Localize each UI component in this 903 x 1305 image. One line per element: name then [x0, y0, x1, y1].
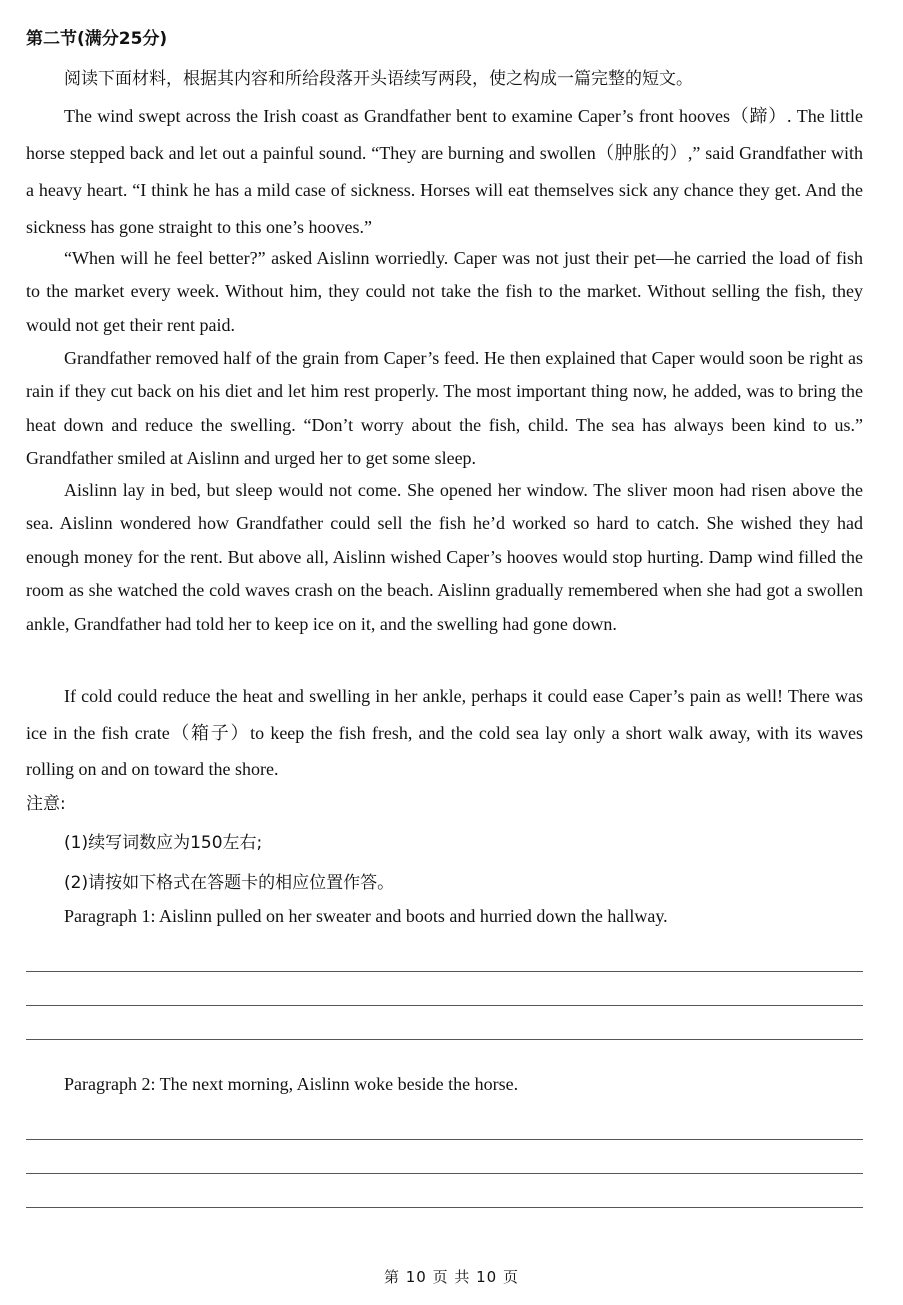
passage-paragraph-5: If cold could reduce the heat and swelling in her ankle, perhaps it could ease Caper’s pain as well! There was ice in the fish crate（箱子）to keep the fish fresh, and the cold sea lay only a short walk away, with its waves rolling on and on toward the shore.	[26, 686, 863, 779]
note-item-format: (2)请按如下格式在答题卡的相应位置作答。	[64, 873, 395, 893]
answer-line[interactable]	[26, 1139, 863, 1140]
note-item-word-count: (1)续写词数应为150左右;	[64, 833, 263, 853]
answer-line[interactable]	[26, 1207, 863, 1208]
passage-paragraph-1: The wind swept across the Irish coast as Grandfather bent to examine Caper’s front hooves（蹄）. The little horse stepped back and let out a painful sound. “They are burning and swollen（肿胀的）,” said Grandfather with a heavy heart. “I think he has a mild case of sickness. Horses will eat themselves sick any chance they get. And the sickness has gone straight to this one’s hooves.”	[26, 106, 863, 237]
paragraph-2-prompt: Paragraph 2: The next morning, Aislinn woke beside the horse.	[64, 1074, 519, 1094]
page-footer: 第 10 页 共 10 页	[383, 1268, 519, 1286]
passage-paragraph-2: “When will he feel better?” asked Aislinn worriedly. Caper was not just their pet—he carried the load of fish to the market every week. Without him, they could not take the fish to the market. Without selling the fish, they would not get their rent paid.	[26, 248, 863, 335]
notes-label: 注意:	[26, 794, 66, 814]
passage-paragraph-4: Aislinn lay in bed, but sleep would not come. She opened her window. The sliver moon had risen above the sea. Aislinn wondered how Grandfather could sell the fish he’d worked so hard to catch. She wished they had enough money for the rent. But above all, Aislinn wished Caper’s hooves would stop hurting. Damp wind filled the room as she watched the cold waves crash on the beach. Aislinn gradually remembered when she had got a swollen ankle, Grandfather had told her to keep ice on it, and the swelling had gone down.	[26, 480, 863, 634]
paragraph-1-prompt: Paragraph 1: Aislinn pulled on her sweater and boots and hurried down the hallway.	[64, 906, 668, 926]
answer-line[interactable]	[26, 1173, 863, 1174]
section-title: 第二节(满分25分)	[26, 29, 168, 49]
answer-line[interactable]	[26, 1039, 863, 1040]
answer-line[interactable]	[26, 1005, 863, 1006]
answer-line[interactable]	[26, 971, 863, 972]
passage-paragraph-3: Grandfather removed half of the grain from Caper’s feed. He then explained that Caper would soon be right as rain if they cut back on his diet and let him rest properly. The most important thing now, he added, was to bring the heat down and reduce the swelling. “Don’t worry about the fish, child. The sea has always been kind to us.” Grandfather smiled at Aislinn and urged her to get some sleep.	[26, 348, 863, 469]
instruction-text: 阅读下面材料，根据其内容和所给段落开头语续写两段，使之构成一篇完整的短文。	[64, 69, 693, 89]
